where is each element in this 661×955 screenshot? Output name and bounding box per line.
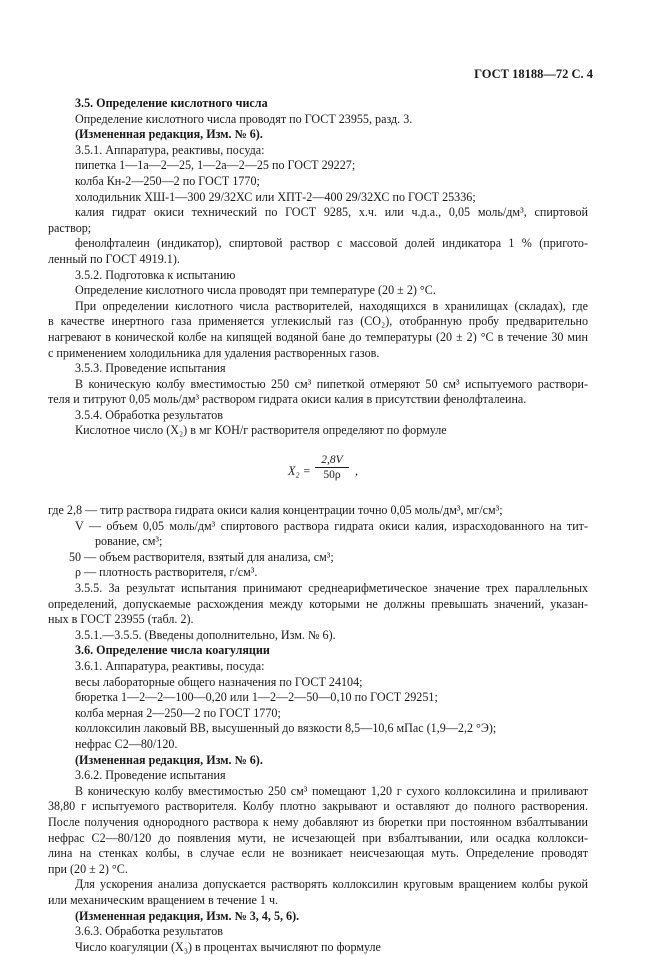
formula-denominator: 50ρ: [323, 469, 341, 482]
text-line: (Измененная редакция, Изм. № 6).: [75, 752, 263, 767]
text-line: 3.6.2. Проведение испытания: [75, 768, 226, 783]
formula-numerator: 2,8V: [315, 453, 349, 468]
text-line: ных в ГОСТ 23955 (табл. 2).: [48, 612, 194, 627]
text-line: 50 — объем растворителя, взятый для анализа, см³;: [69, 549, 334, 564]
text-line: Для ускорения анализа допускается растворять коллоксилин круговым вращением колбы рукой: [75, 877, 588, 892]
text-line: Определение кислотного числа проводят при температуре (20 ± 2) °С.: [75, 283, 436, 298]
text-line: или механическим вращением в течение 1 ч.: [48, 892, 279, 907]
text-line: пипетка 1—1а—2—25, 1—2а—2—25 по ГОСТ 29227;: [75, 158, 356, 173]
text-line: В коническую колбу вместимостью 250 см³ пипеткой отмеряют 50 см³ испытуемого раствори-: [75, 376, 588, 391]
text-line: Число коагуляции (X₃) в процентах вычисляют по формуле: [75, 939, 381, 954]
text-line: весы лабораторные общего назначения по ГОСТ 24104;: [75, 674, 363, 689]
text-line: холодильник ХШ-1—300 29/32ХС или ХПТ-2—400 29/32ХС по ГОСТ 25336;: [75, 189, 476, 204]
text-line: 3.5.5. За результат испытания принимают среднеарифметическое значение трех параллельных: [75, 581, 588, 596]
section-3-5-3-6-text: [48, 503, 588, 955]
text-line: Кислотное число (X₂) в мг КОН/г растворителя определяют по формуле: [75, 423, 447, 438]
text-line: где 2,8 — титр раствора гидрата окиси калия концентрации точно 0,05 моль/дм³, мг/см³;: [48, 503, 503, 518]
text-line: 3.5. Определение кислотного числа: [75, 96, 268, 110]
text-line: фенолфталеин (индикатор), спиртовой раствор с массовой долей индикатора 1 % (пригото-: [75, 236, 588, 251]
text-line: с применением холодильника для удаления растворенных газов.: [48, 345, 380, 360]
text-line: 38,80 г испытуемого растворителя. Колбу плотно закрывают и оставляют до полного растворения.: [48, 799, 588, 814]
text-line: V — объем 0,05 моль/дм³ спиртового раствора гидрата окиси калия, израсходованного на тит-: [75, 518, 588, 533]
text-line: 3.6.1. Аппаратура, реактивы, посуда:: [75, 659, 265, 673]
text-line: 3.6.3. Обработка результатов: [75, 924, 224, 939]
text-line: После получения однородного раствора к нему добавляют из бюретки при постоянном взбалтывании: [48, 814, 588, 829]
text-line: коллоксилин лаковый ВВ, высушенный до вязкости 8,5—10,6 мПас (1,9—2,2 °Э);: [75, 721, 497, 736]
text-line: 3.5.4. Обработка результатов: [75, 407, 224, 422]
text-line: определений, допускаемые расхождения между которыми не должны превышать значений, указан-: [48, 596, 588, 611]
formula-fraction: [315, 453, 349, 482]
text-line: ρ — плотность растворителя, г/см³.: [75, 565, 258, 580]
text-line: В коническую колбу вместимостью 250 см³ помещают 1,20 г сухого коллоксилина и приливают: [75, 783, 588, 798]
text-line: нефрас С2—80/120.: [75, 736, 178, 751]
text-line: 3.5.2. Подготовка к испытанию: [75, 267, 236, 282]
text-line: нефрас С2—80/120 до появления мути, не исчезающей при взбалтывании, или осадка коллокси-: [48, 830, 588, 845]
text-line: лина на стенках колбы, в случае если не возникает неисчезающая муть. Определение проводят: [48, 846, 588, 861]
text-line: бюретка 1—2—2—100—0,20 или 1—2—2—50—0,10 по ГОСТ 29251;: [75, 690, 438, 705]
text-line: раствор;: [48, 220, 92, 235]
formula-comma: ,: [355, 464, 359, 479]
text-line: (Измененная редакция, Изм. № 3, 4, 5, 6).: [75, 908, 300, 923]
text-line: колба мерная 2—250—2 по ГОСТ 1770;: [75, 705, 281, 720]
text-line: при (20 ± 2) °С.: [48, 861, 128, 876]
text-line: Определение кислотного числа проводят по ГОСТ 23955, разд. 3.: [75, 111, 413, 126]
text-line: 3.5.3. Проведение испытания: [75, 361, 226, 376]
document-body: [48, 96, 588, 955]
text-line: 3.5.1.—3.5.5. (Введены дополнительно, Изм. № 6).: [75, 627, 336, 642]
text-line: 3.6. Определение числа коагуляции: [75, 643, 270, 658]
text-line: теля и титруют 0,05 моль/дм³ раствором гидрата окиси калия в присутствии фенолфталеина.: [48, 392, 527, 407]
text-line: в качестве инертного газа применяется углекислый газ (CO₂), отобранную пробу предварительно: [48, 314, 588, 329]
text-line: (Измененная редакция, Изм. № 6).: [75, 127, 263, 142]
text-line: колба Кн-2—250—2 по ГОСТ 1770;: [75, 173, 260, 188]
section-3-5-text: [48, 96, 588, 439]
formula-lhs: X₂ =: [288, 464, 311, 479]
text-line: ленный по ГОСТ 4919.1).: [48, 251, 180, 266]
text-line: калия гидрат окиси технический по ГОСТ 9285, х.ч. или ч.д.а., 0,05 моль/дм³, спиртовой: [75, 205, 588, 220]
text-line: При определении кислотного числа растворителей, находящихся в хранилищах (складах), где: [75, 298, 588, 313]
text-line: рование, см³;: [95, 534, 163, 549]
text-line: 3.5.1. Аппаратура, реактивы, посуда:: [75, 142, 265, 157]
page-header: ГОСТ 18188—72 С. 4: [474, 67, 593, 81]
acid-number-formula: [75, 453, 588, 491]
text-line: нагревают в конической колбе на кипящей водяной бане до температуры (20 ± 2) °С в течение 30 мин: [48, 329, 588, 344]
